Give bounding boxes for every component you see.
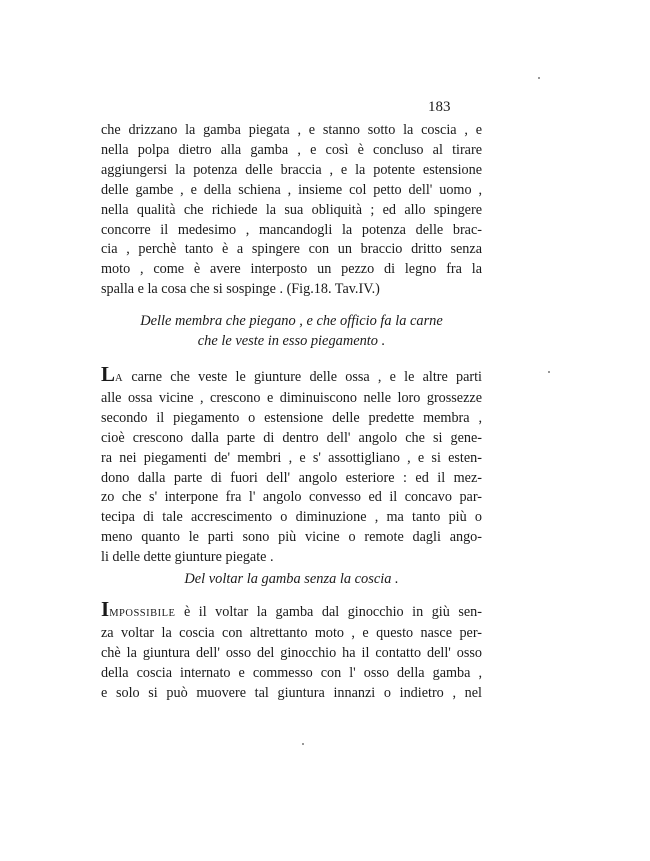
text-line: concorre il medesimo , mancandogli la potenza delle brac- [101,221,482,238]
text-line: dono dalla parte di fuori dell' angolo esteriore : ed il mez- [101,469,482,486]
text-line: tecipa di tale accrescimento o diminuzione , ma tanto più o [101,509,482,526]
text-line: secondo il piegamento o estensione delle predette membra , [101,409,482,426]
text-line: ra nei piegamenti de' membri , e s' assottigliano , e si esten- [101,449,482,466]
paragraph-1 [101,121,482,300]
heading-line: che le veste in esso piegamento . [197,333,386,349]
text-line: zo che s' interpone fra l' angolo convesso ed il concavo par- [101,489,482,506]
drop-cap: L [101,362,116,386]
text-line: delle gambe , e della schiena , insieme col petto dell' uomo , [101,181,482,198]
text-line: meno quanto le parti sono più vicine o remote dagli ango- [101,529,482,546]
text-line: e solo si può muovere tal giuntura innanzi o indietro , nel [101,684,482,701]
section-heading-1 [101,311,482,351]
section-heading-2 [101,569,482,589]
text-line: chè la giuntura dell' osso del ginocchio ha il contatto dell' osso [101,644,482,661]
page-number: 183 [428,99,451,115]
paper-speck [302,743,304,745]
paper-speck [548,371,550,373]
heading-line: Del voltar la gamba senza la coscia . [184,571,399,587]
text-line: nella polpa dietro alla gamba , e così è concluso al tirare [101,141,482,158]
text-line: za voltar la coscia con altrettanto moto , e questo nasce per- [101,624,482,641]
text-line: della coscia internato e commesso con l' osso della gamba , [101,664,482,681]
paper-speck [538,77,540,79]
paragraph-2 [101,364,482,568]
text-line: alle ossa vicine , crescono e diminuiscono nelle loro grossezze [101,389,482,406]
text-line-first [101,599,482,624]
text-line: spalla e la cosa che si sospinge . (Fig.18. Tav.IV.) [101,281,380,298]
first-line-text: carne che veste le giunture delle ossa , e le altre parti [123,369,482,385]
small-caps: MPOSSIBILE [109,608,176,619]
first-line-text: è il voltar la gamba dal ginocchio in giù sen- [175,604,482,620]
text-line-first [101,364,482,389]
text-line: aggiungersi la potenza delle braccia , e la potente estensione [101,161,482,178]
text-line: moto , come è avere interposto un pezzo di legno fra la [101,261,482,278]
paragraph-3 [101,599,482,704]
text-line: li delle dette giunture piegate . [101,549,274,566]
drop-cap: I [101,597,110,621]
text-line: cioè crescono dalla parte di dentro dell' angolo che si gene- [101,429,482,446]
heading-line: Delle membra che piegano , e che officio fa la carne [140,313,443,329]
text-line: cia , perchè tanto è a spingere con un braccio dritto senza [101,241,482,258]
small-caps: A [115,373,124,384]
text-line: nella qualità che richiede la sua obliquità ; ed allo spingere [101,201,482,218]
text-line: che drizzano la gamba piegata , e stanno sotto la coscia , e [101,122,482,138]
